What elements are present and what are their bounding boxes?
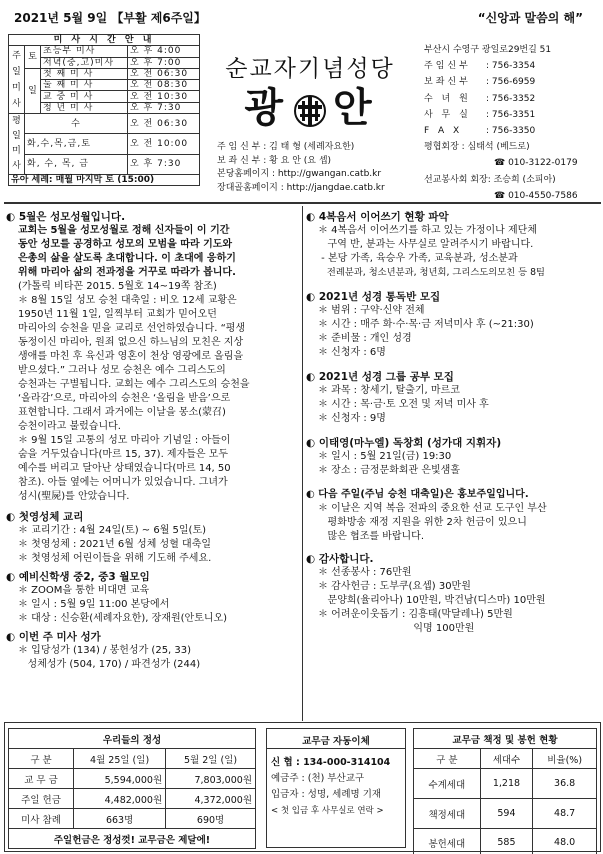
weekday-mass-label: 평일미사: [9, 114, 25, 175]
text-line: ＊ 첫영성체 어린이들을 위해 기도해 주세요.: [18, 553, 212, 564]
account-number: 신 협 : 134-000-314104: [271, 757, 391, 768]
table-header: 세대수: [480, 749, 533, 769]
mass-name: 저녁(중,고)미사: [41, 57, 128, 68]
section-title: ◐ 예비신학생 중2, 중3 월모임: [6, 571, 150, 583]
text-line: 생애를 마친 후 육신과 영혼이 천상 영광에로 올림을: [18, 351, 244, 362]
infant-baptism-note: 유아 세례: 매월 마지막 토 (15:00): [9, 175, 200, 186]
text-line: 동정이신 마리아, 원죄 없으신 하느님의 모친은 지상: [18, 337, 244, 348]
table-row: 교 무 금 5,594,000원 7,803,000원: [9, 769, 256, 789]
parish-name: 순교자기념성당: [225, 56, 395, 82]
text-line: 예수를 버리고 달아난 상태였습니다(마르 14, 50: [18, 463, 231, 474]
table-row: 주일 헌금 4,482,000원 4,372,000원: [9, 789, 256, 809]
table-row: 봉헌세대 585 48.0: [414, 829, 597, 854]
text-line: ＊ 교리기간 : 4월 24일(토) ~ 6월 5일(토): [18, 525, 207, 536]
staff-assistant: 보 좌 신 부 : 황 요 안 (요 셉): [217, 155, 332, 166]
text-line: 전례분과, 청소년분과, 청년회, 그리스도의모친 등 8팀: [318, 267, 546, 278]
text-line: ＊ 선종봉사 : 76만원: [318, 567, 412, 578]
section-title: ◐ 이태영(마누엘) 독창회 (성가대 지휘자): [306, 437, 502, 449]
auto-transfer-box: [266, 728, 406, 848]
text-line: ＊ 과목 : 창세기, 탈출기, 마르코: [318, 385, 460, 396]
text-line: 표현합니다. 그래서 과거에는 이날을 몽소(蒙召): [18, 407, 226, 418]
text-line: ＊ 신청자 : 9명: [318, 413, 386, 424]
right-column: [306, 208, 598, 636]
tithe-status-table: [413, 728, 597, 854]
contact-row: 주임신부 : 756-3354: [424, 61, 536, 72]
mass-time: 오 후 7:30: [128, 154, 200, 174]
mass-name: 화, 수, 목, 금: [25, 154, 128, 174]
wednesday-label: 수: [25, 114, 128, 134]
text-line: 성체성가 (504, 170) / 파견성가 (244): [18, 659, 201, 670]
mass-name: 청 년 미 사: [41, 102, 128, 113]
table-row: 수계세대 1,218 36.8: [414, 769, 597, 799]
sunday-mass-label: 주일미사: [9, 46, 25, 114]
auto-transfer-title: 교무금 자동이체: [267, 729, 405, 749]
table-header: 구 분: [9, 749, 74, 769]
text-line: ＊ 일시 : 5월 9일 11:00 본당에서: [18, 599, 170, 610]
tithe-table-title: 교무금 책정 및 봉헌 현황: [414, 729, 597, 749]
saturday-label: 토: [25, 46, 41, 69]
yearly-motto: “신앙과 말씀의 해”: [477, 11, 583, 25]
paper-title-left: 광: [244, 84, 287, 131]
text-line: ＊ 범위 : 구약·신약 전체: [318, 305, 425, 316]
text-line: ＊ ZOOM을 통한 비대면 교육: [18, 585, 150, 596]
mass-time: 오 후 7:00: [128, 57, 200, 68]
mass-time: 오 후 7:30: [128, 102, 200, 113]
text-line: ＊ 감사헌금 : 도부쿠(요셉) 30만원: [318, 581, 471, 592]
text-line: ＊ 어려운이웃돕기 : 김흥태(막달레나) 5만원: [318, 609, 513, 620]
mission-president: 선교봉사회 회장: 조승희 (소피아): [424, 174, 556, 185]
mass-name: 첫 째 미 사: [41, 68, 128, 79]
council-president: 평협회장 : 심태석 (베드로): [424, 142, 530, 153]
contact-note: < 첫 입금 후 사무실로 연락 >: [271, 806, 384, 816]
contact-row: F A X : 756-3350: [424, 126, 536, 137]
text-line: 승천과는 구별됩니다. 교회는 예수 그리스도의 승천을: [18, 379, 250, 390]
column-divider: [302, 206, 303, 721]
paper-title: [212, 76, 408, 133]
mass-time: 오 전 10:00: [128, 134, 200, 154]
section-title: ◐ 감사합니다.: [306, 553, 374, 565]
text-line: 성시(聖屍)를 안았습니다.: [18, 491, 130, 502]
section-title: ◐ 첫영성체 교리: [6, 511, 84, 523]
contact-row: 보좌신부 : 756-6959: [424, 77, 536, 88]
table-header: 4월 25일 (일): [74, 749, 166, 769]
section-title: ◐ 2021년 성경 그룹 공부 모집: [306, 371, 454, 383]
mass-name: 초등부 미사: [41, 46, 128, 57]
text-line: ＊ 시간 : 매주 화·수·목·금 저녁미사 후 (~21:30): [318, 319, 534, 330]
sunday-label: 일: [25, 68, 41, 113]
text-line: 승천이라고 불렀습니다.: [18, 421, 121, 432]
text-line: (가톨릭 비타꼰 2015. 5월호 14~19쪽 참조): [18, 281, 217, 292]
section-title: ◐ 이번 주 미사 성가: [6, 631, 101, 643]
text-line: 평화방송 재정 지원을 위한 2차 헌금이 있으니: [318, 517, 527, 528]
depositor-note: 입금자 : 성명, 세례명 기재: [271, 789, 382, 800]
staff-list: [217, 141, 385, 195]
text-line: 1950년 11월 1일, 일찍부터 교회가 믿어오던: [18, 309, 217, 320]
table-header: 구 분: [414, 749, 481, 769]
section-title: ◐ 다음 주일(주님 승천 대축일)은 홍보주일입니다.: [306, 489, 529, 500]
text-line: 참조). 아들 옆에는 어머니가 있었습니다. 그녀가: [18, 477, 228, 488]
council-phone: ☎ 010-3122-0179: [494, 158, 578, 169]
address: 부산시 수영구 광일로29번길 51: [424, 45, 552, 55]
text-line: ＊ 4복음서 이어쓰기를 하고 있는 가정이나 제단체: [318, 225, 537, 236]
mass-name: 교 중 미 사: [41, 91, 128, 102]
mass-time: 오 후 4:00: [128, 46, 200, 57]
section-title: ◐ 4복음서 이어쓰기 현황 파악: [306, 211, 449, 223]
text-line: ＊ 준비물 : 개인 성경: [318, 333, 412, 344]
mass-time: 오 전 06:30: [128, 68, 200, 79]
text-line: ＊ 이날은 지역 복음 전파의 중요한 선교 도구인 부산: [318, 503, 547, 514]
mass-time: 오 전 10:30: [128, 91, 200, 102]
staff-pastor: 주 임 신 부 : 김 태 형 (세례자요한): [217, 142, 355, 152]
text-line: 받으셨다.” 그러나 성모 승천은 예수 그리스도의: [18, 365, 226, 376]
contact-info: [424, 42, 578, 204]
text-line: 위해 마리아 삶의 전과정을 거꾸로 따라가 봅니다.: [18, 267, 236, 278]
mass-schedule-table: [8, 34, 200, 186]
paper-title-right: 안: [333, 84, 376, 131]
section-title: ◐ 5월은 성모성월입니다.: [6, 211, 126, 223]
section-title: ◐ 2021년 성경 통독반 모집: [306, 291, 441, 303]
contact-row: 수 녀 원 : 756-3352: [424, 93, 536, 104]
text-line: ＊ 첫영성체 : 2021년 6월 성체 성혈 대축일: [18, 539, 212, 550]
text-line: ＊ 시간 : 목·금·토 오전 및 저녁 미사 후: [318, 399, 489, 410]
contact-row: 사 무 실 : 756-3351: [424, 109, 536, 120]
parish-homepage-link[interactable]: 본당홈페이지 : http://gwangan.catb.kr: [217, 169, 382, 179]
text-line: 익명 100만원: [318, 623, 475, 634]
text-line: 문양희(율리아나) 10만원, 박건남(디스마) 10만원: [318, 595, 546, 606]
table-row: 책정세대 594 48.7: [414, 799, 597, 829]
jangdae-homepage-link[interactable]: 장대골홈페이지 : http://jangdae.catb.kr: [217, 182, 385, 193]
text-line: ＊ 일시 : 5월 21일(금) 19:30: [318, 451, 452, 462]
text-line: ＊ 신청자 : 6명: [318, 347, 386, 358]
text-line: 교회는 5월을 성모성월로 정해 신자들이 이 기간: [18, 225, 230, 236]
text-line: 은총의 삶을 살도록 초대합니다. 이 초대에 응하기: [18, 253, 236, 264]
left-column: [6, 208, 300, 672]
text-line: 많은 협조를 바랍니다.: [318, 531, 425, 542]
text-line: 마리아의 승천을 믿을 교리로 선언하였습니다. “평생: [18, 323, 246, 334]
text-line: ＊ 장소 : 금정문화회관 은빛샘홀: [318, 465, 461, 476]
header-divider: [4, 202, 601, 205]
mass-name: 화,수,목,금,토: [25, 134, 128, 154]
table-row: 미사 참례 663명 690명: [9, 809, 256, 829]
table-header: 비율(%): [533, 749, 597, 769]
mass-schedule-title: 미 사 시 간 안 내: [9, 35, 200, 46]
text-line: ＊ 9월 15일 고통의 성모 마리아 기념일 : 아들이: [18, 435, 231, 446]
offering-table-footer: 주일헌금은 정성껏! 교무금은 제달에!: [9, 829, 256, 849]
mass-time: 오 전 08:30: [128, 80, 200, 91]
text-line: ＊ 입당성가 (134) / 봉헌성가 (25, 33): [18, 645, 192, 656]
offering-table: [8, 728, 256, 849]
church-emblem-icon: [291, 92, 329, 130]
text-line: ＊ 대상 : 신승환(세례자요한), 장재원(안토니오): [18, 613, 228, 624]
table-header: 5월 2일 (일): [166, 749, 256, 769]
text-line: ‘올라감’으로, 마리아의 승천은 ‘올림을 받음’으로: [18, 393, 231, 404]
mission-phone: ☎ 010-4550-7586: [494, 190, 578, 201]
mass-name: 둘 째 미 사: [41, 80, 128, 91]
account-holder: 예금주 : (천) 부산교구: [271, 773, 365, 784]
text-line: - 본당 가족, 육승우 가족, 교육분과, 성소분과: [318, 253, 518, 264]
mass-time: 오 전 06:30: [128, 114, 200, 134]
text-line: 구역 반, 분과는 사무실로 알려주시기 바랍니다.: [318, 239, 534, 250]
offering-table-title: 우리들의 정성: [9, 729, 256, 749]
text-line: ＊ 8월 15일 성모 승천 대축일 : 비오 12세 교황은: [18, 295, 237, 306]
text-line: 동안 성모를 공경하고 성모의 모범을 따라 기도와: [18, 239, 233, 250]
issue-date: 2021년 5월 9일 【부활 제6주일】: [14, 11, 206, 25]
text-line: 숨을 거두었습니다(마르 15, 37). 제자들은 모두: [18, 449, 229, 460]
